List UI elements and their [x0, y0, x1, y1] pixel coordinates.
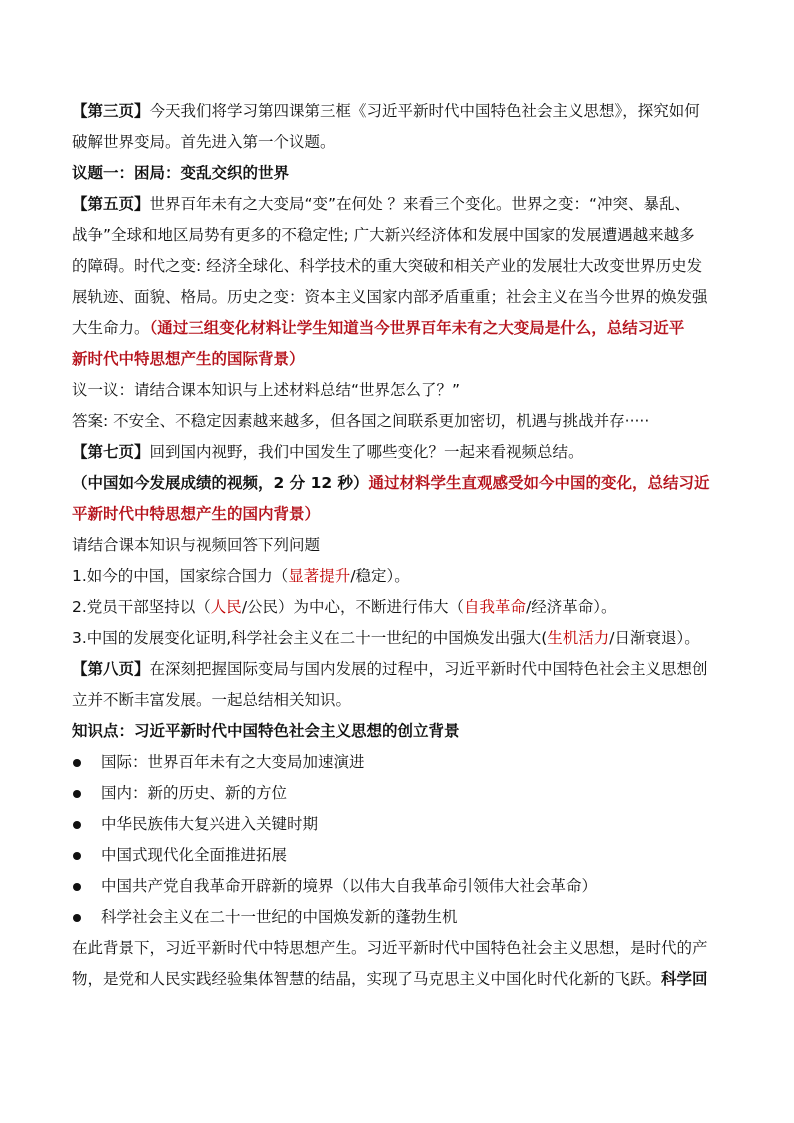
- teaching-note: 新时代中特思想产生的国际背景）: [72, 350, 305, 368]
- question-answer: 显著提升: [288, 567, 351, 585]
- text-line: 世界百年未有之大变局“变”在何处 ？来看三个变化。世界之变：“冲突、暴乱、: [149, 195, 691, 213]
- question-text: 2.党员干部坚持以（: [72, 598, 211, 616]
- topic-heading: 议题一：困局：变乱交织的世界: [72, 164, 290, 182]
- bullet-icon: [73, 852, 81, 860]
- video-note: [72, 468, 724, 499]
- list-item-text: 中国共产党自我革命开辟新的境界（以伟大自我革命引领伟大社会革命）: [101, 877, 598, 895]
- text-line: 展轨迹、面貌、格局。历史之变：资本主义国家内部矛盾重重；社会主义在当今世界的焕发强: [72, 288, 708, 306]
- list-item: [72, 840, 724, 871]
- text-line: 立并不断丰富发展。一起总结相关知识。: [72, 691, 352, 709]
- list-item-text: 国内：新的历史、新的方位: [101, 784, 288, 802]
- question-1: [72, 561, 724, 592]
- list-item-text: 国际：世界百年未有之大变局加速演进: [101, 753, 365, 771]
- paragraph-page7: [72, 437, 724, 468]
- list-item: [72, 871, 724, 902]
- question-text: /日渐衰退）。: [609, 629, 700, 647]
- list-item-text: 科学社会主义在二十一世纪的中国焕发新的蓬勃生机: [101, 908, 458, 926]
- teaching-note: （通过三组变化材料让学生知道当今世界百年未有之大变局是什么，总结习近平: [149, 319, 685, 337]
- text-line: 今天我们将学习第四课第三框《习近平新时代中国特色社会主义思想》，探究如何: [149, 102, 700, 120]
- list-item: [72, 902, 724, 933]
- text-span: 物，是党和人民实践经验集体智慧的结晶，实现了马克思主义中国化时代化新的飞跃。: [72, 970, 662, 988]
- page-marker: 【第七页】: [72, 443, 150, 461]
- text-line: [72, 964, 724, 995]
- teaching-note: 平新时代中特思想产生的国内背景）: [72, 505, 321, 523]
- page-marker: 【第五页】: [72, 195, 150, 213]
- bullet-icon: [73, 759, 81, 767]
- document-page: [72, 96, 724, 995]
- question-text: /经济革命）。: [526, 598, 617, 616]
- question-text: /公民）为中心，不断进行伟大（: [241, 598, 465, 616]
- questions-intro: 请结合课本知识与视频回答下列问题: [72, 536, 321, 554]
- paragraph-page5: [72, 189, 724, 220]
- text-line: 在深刻把握国际变局与国内发展的过程中，习近平新时代中国特色社会主义思想创: [149, 660, 708, 678]
- question-text: 1.如今的中国，国家综合国力（: [72, 567, 289, 585]
- bullet-icon: [73, 821, 81, 829]
- answer-line: 答案: 不安全、不稳定因素越来越多，但各国之间联系更加密切，机遇与挑战并存·····: [72, 412, 650, 430]
- paragraph-page3: [72, 96, 724, 127]
- list-item-text: 中华民族伟大复兴进入关键时期: [101, 815, 319, 833]
- bullet-list: [72, 747, 724, 933]
- text-span: 大生命力。: [72, 319, 150, 337]
- question-3: [72, 623, 724, 654]
- text-line: 回到国内视野，我们中国发生了哪些变化？一起来看视频总结。: [149, 443, 584, 461]
- text-line: [72, 313, 724, 344]
- question-2: [72, 592, 724, 623]
- text-line: 战争”全球和地区局势有更多的不稳定性; 广大新兴经济体和发展中国家的发展遭遇越来越多: [72, 226, 695, 244]
- text-line: 破解世界变局。首先进入第一个议题。: [72, 133, 336, 151]
- list-item-text: 中国式现代化全面推进拓展: [101, 846, 288, 864]
- teaching-note: 通过材料学生直观感受如今中国的变化，总结习近: [368, 474, 710, 492]
- video-label: （中国如今发展成绩的视频，2 分 12 秒）: [72, 474, 369, 492]
- knowledge-heading: 知识点：习近平新时代中国特色社会主义思想的创立背景: [72, 722, 460, 740]
- paragraph-page8: [72, 654, 724, 685]
- bullet-icon: [73, 914, 81, 922]
- question-answer: 生机活力: [547, 629, 610, 647]
- bullet-icon: [73, 790, 81, 798]
- list-item: [72, 809, 724, 840]
- question-text: 3.中国的发展变化证明,科学社会主义在二十一世纪的中国焕发出强大(: [72, 629, 548, 647]
- list-item: [72, 747, 724, 778]
- page-marker: 【第八页】: [72, 660, 150, 678]
- bold-text: 科学回: [661, 970, 708, 988]
- text-line: 在此背景下，习近平新时代中特思想产生。习近平新时代中国特色社会主义思想，是时代的产: [72, 939, 708, 957]
- bullet-icon: [73, 883, 81, 891]
- question-answer: 人民: [210, 598, 242, 616]
- list-item: [72, 778, 724, 809]
- question-answer: 自我革命: [464, 598, 527, 616]
- discussion-prompt: 议一议：请结合课本知识与上述材料总结“世界怎么了？”: [72, 381, 461, 399]
- question-text: /稳定）。: [350, 567, 410, 585]
- page-marker: 【第三页】: [72, 102, 150, 120]
- text-line: 的障碍。时代之变: 经济全球化、科学技术的重大突破和相关产业的发展壮大改变世界历史发: [72, 257, 703, 275]
